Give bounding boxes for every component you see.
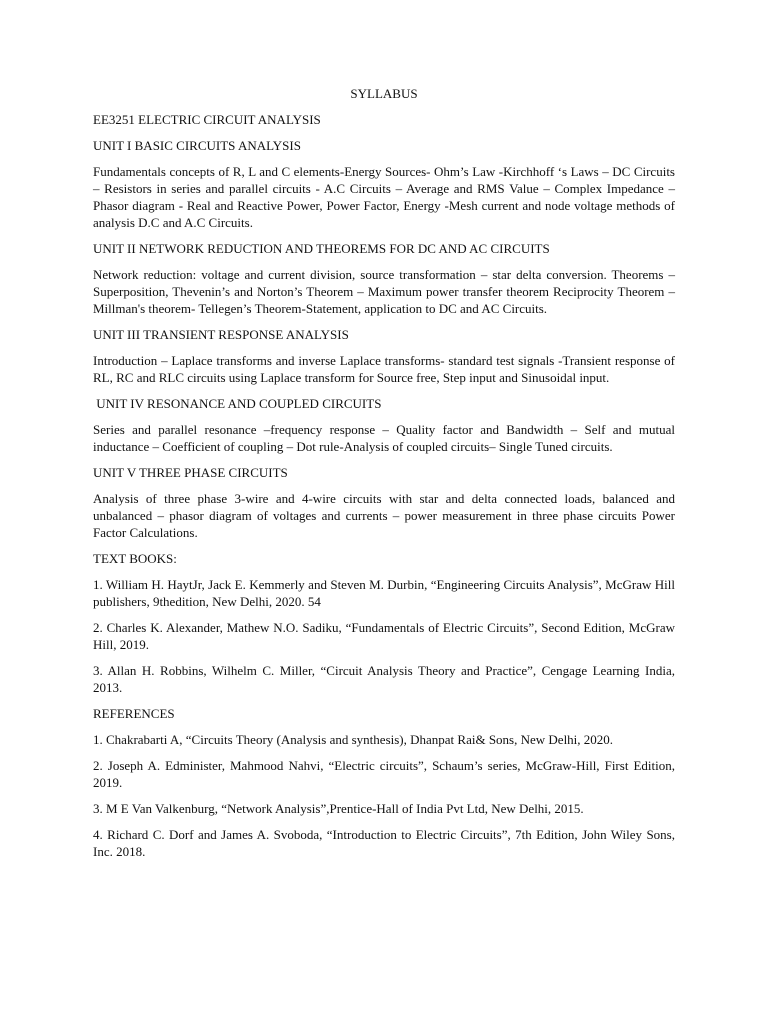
unit-2	[93, 240, 675, 317]
unit-description: Fundamentals concepts of R, L and C elements-Energy Sources- Ohm’s Law -Kirchhoff ‘s Laws – DC Circuits – Resistors in series and parallel circuits - A.C Circuits – Average and RMS Value – Complex Impedance – Phasor diagram - Real and Reactive Power, Power Factor, Energy -Mesh current and node voltage methods of analysis D.C and A.C Circuits.	[93, 164, 675, 230]
text-books-label: TEXT BOOKS:	[93, 551, 177, 566]
unit-heading: UNIT IV RESONANCE AND COUPLED CIRCUITS	[93, 396, 382, 411]
unit-1	[93, 137, 675, 231]
page-title: SYLLABUS	[350, 86, 418, 101]
reference-item: 2. Joseph A. Edminister, Mahmood Nahvi, “Electric circuits”, Schaum’s series, McGraw-Hill, First Edition, 2019.	[93, 758, 675, 790]
unit-heading: UNIT II NETWORK REDUCTION AND THEOREMS FOR DC AND AC CIRCUITS	[93, 241, 550, 256]
unit-5	[93, 464, 675, 541]
text-book-item: 3. Allan H. Robbins, Wilhelm C. Miller, “Circuit Analysis Theory and Practice”, Cengage Learning India, 2013.	[93, 663, 675, 695]
text-book-item: 2. Charles K. Alexander, Mathew N.O. Sadiku, “Fundamentals of Electric Circuits”, Second Edition, McGraw Hill, 2019.	[93, 620, 675, 652]
syllabus-page	[93, 85, 675, 869]
unit-heading: UNIT I BASIC CIRCUITS ANALYSIS	[93, 138, 301, 153]
text-book-item: 1. William H. HaytJr, Jack E. Kemmerly and Steven M. Durbin, “Engineering Circuits Analysis”, McGraw Hill publishers, 9thedition, New Delhi, 2020. 54	[93, 577, 675, 609]
references-section	[93, 705, 675, 860]
text-books-section	[93, 550, 675, 696]
reference-item: 1. Chakrabarti A, “Circuits Theory (Analysis and synthesis), Dhanpat Rai& Sons, New Delhi, 2020.	[93, 732, 614, 747]
unit-heading: UNIT III TRANSIENT RESPONSE ANALYSIS	[93, 327, 349, 342]
unit-heading: UNIT V THREE PHASE CIRCUITS	[93, 465, 288, 480]
course-title: EE3251 ELECTRIC CIRCUIT ANALYSIS	[93, 112, 321, 127]
unit-3	[93, 326, 675, 386]
unit-description: Series and parallel resonance –frequency response – Quality factor and Bandwidth – Self and mutual inductance – Coefficient of coupling – Dot rule-Analysis of coupled circuits– Single Tuned circuits.	[93, 422, 675, 454]
unit-4	[93, 395, 675, 455]
reference-item: 4. Richard C. Dorf and James A. Svoboda, “Introduction to Electric Circuits”, 7th Edition, John Wiley Sons, Inc. 2018.	[93, 827, 675, 859]
unit-description: Analysis of three phase 3-wire and 4-wire circuits with star and delta connected loads, balanced and unbalanced – phasor diagram of voltages and currents – power measurement in three phase circuits Power Factor Calculations.	[93, 491, 675, 540]
unit-description: Introduction – Laplace transforms and inverse Laplace transforms- standard test signals -Transient response of RL, RC and RLC circuits using Laplace transform for Source free, Step input and Sinusoidal input.	[93, 353, 675, 385]
references-label: REFERENCES	[93, 706, 175, 721]
reference-item: 3. M E Van Valkenburg, “Network Analysis”,Prentice-Hall of India Pvt Ltd, New Delhi, 2015.	[93, 801, 584, 816]
unit-description: Network reduction: voltage and current division, source transformation – star delta conversion. Theorems – Superposition, Thevenin’s and Norton’s Theorem – Maximum power transfer theorem Reciprocity Theorem – Millman's theorem- Tellegen’s Theorem-Statement, application to DC and AC Circuits.	[93, 267, 675, 316]
